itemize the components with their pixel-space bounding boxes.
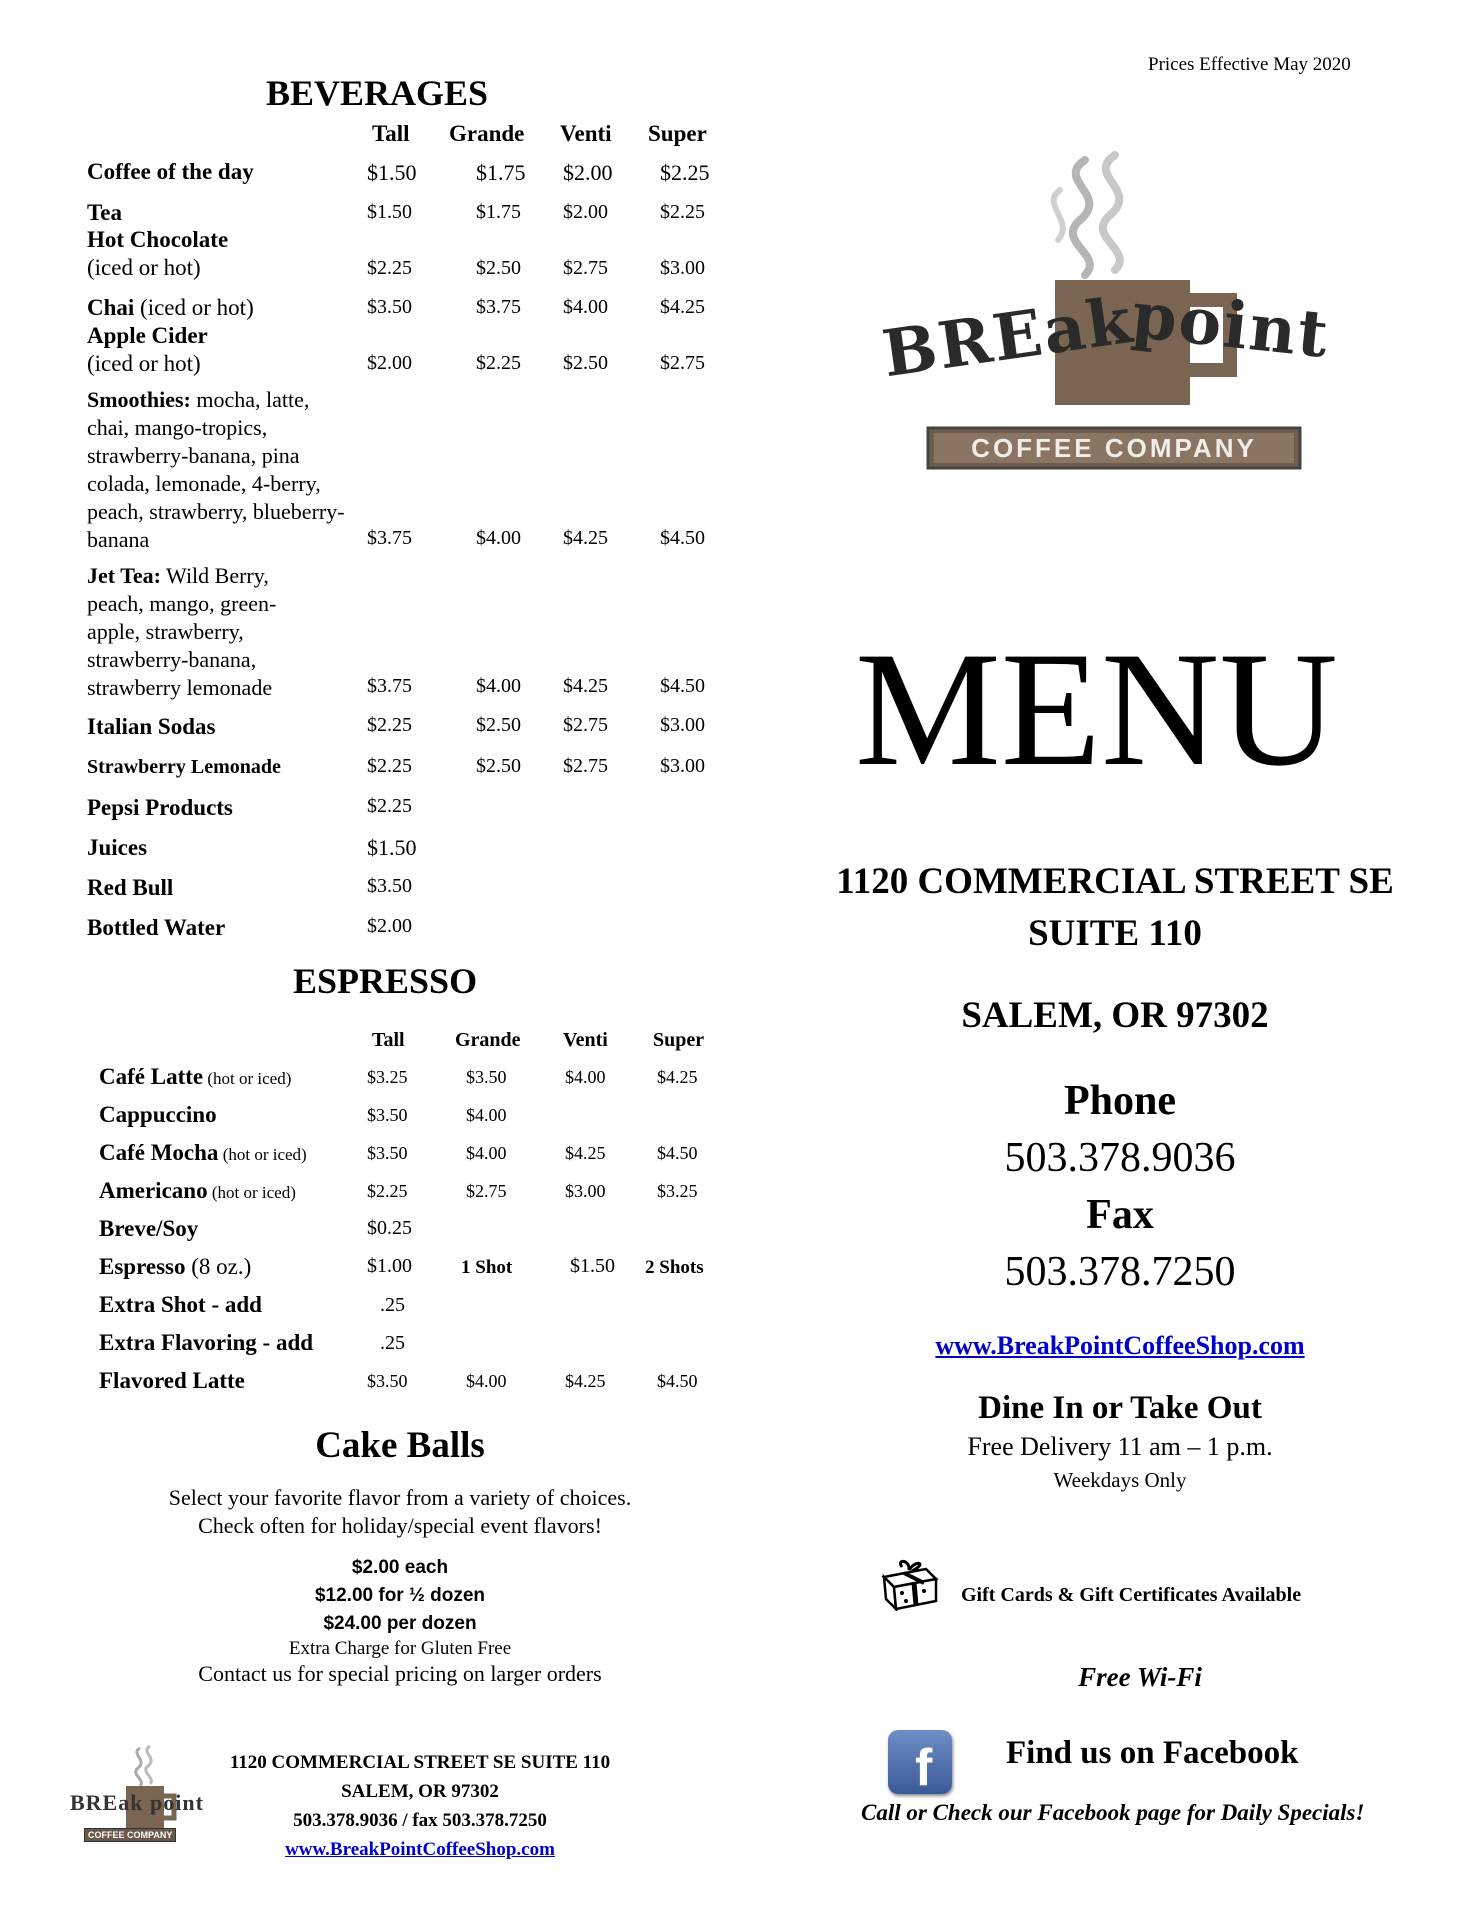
menu-price: $2.25	[660, 201, 705, 223]
menu-price: $3.00	[660, 257, 705, 279]
size-header: Venti	[560, 121, 612, 146]
menu-price: $4.25	[660, 296, 705, 318]
facebook-note: Call or Check our Facebook page for Daily Specials!	[861, 1800, 1365, 1825]
menu-price: $2.75	[563, 755, 608, 777]
cake-balls-price: $12.00 for ½ dozen	[314, 1585, 485, 1606]
menu-price: $2.75	[563, 714, 608, 736]
menu-price: $3.25	[657, 1181, 698, 1201]
menu-item-name: Extra Shot - add	[99, 1292, 262, 1317]
menu-price: $4.25	[657, 1067, 698, 1087]
cake-balls-note: Extra Charge for Gluten Free	[288, 1638, 512, 1659]
menu-price: 1 Shot	[461, 1257, 513, 1278]
phone-number: 503.378.9036	[1004, 1135, 1236, 1181]
menu-item-note: (iced or hot)	[87, 255, 201, 280]
menu-price: $2.25	[660, 160, 710, 185]
menu-item-note: (hot or iced)	[207, 1183, 296, 1202]
delivery-text: Free Delivery 11 am – 1 p.m.	[967, 1432, 1273, 1461]
menu-price: $2.00	[563, 160, 613, 185]
menu-price: $4.00	[466, 1105, 507, 1125]
menu-price: $4.50	[660, 527, 705, 549]
menu-item-name: Flavored Latte	[99, 1368, 245, 1393]
menu-price: $2.25	[367, 755, 412, 777]
menu-item-note: (iced or hot)	[134, 295, 254, 320]
menu-price: $4.00	[476, 527, 521, 549]
menu-price: $1.50	[367, 835, 417, 860]
menu-price: $3.50	[367, 875, 412, 897]
cake-balls-note: Contact us for special pricing on larger orders	[198, 1661, 602, 1686]
menu-price: $4.25	[565, 1143, 606, 1163]
brand-logo	[870, 150, 1370, 470]
footer-website-link[interactable]: www.BreakPointCoffeeShop.com	[285, 1839, 555, 1860]
website-link[interactable]: www.BreakPointCoffeeShop.com	[935, 1331, 1305, 1360]
menu-price: $2.25	[367, 795, 412, 817]
dine-in-text: Dine In or Take Out	[978, 1390, 1262, 1426]
contact-block	[800, 1073, 1440, 1301]
facebook-text: Find us on Facebook	[1006, 1735, 1299, 1771]
phone-label: Phone	[1063, 1078, 1176, 1124]
cake-balls-section	[100, 1422, 700, 1688]
service-info	[800, 1386, 1440, 1496]
cake-balls-price: $2.00 each	[351, 1557, 449, 1578]
menu-price: $2.00	[563, 201, 608, 223]
prices-effective: Prices Effective May 2020	[1148, 54, 1351, 75]
menu-price: $3.00	[660, 755, 705, 777]
size-header: Venti	[563, 1029, 608, 1051]
menu-price: $2.50	[563, 352, 608, 374]
menu-item-name: Coffee of the day	[87, 159, 254, 184]
menu-price: $3.00	[565, 1181, 606, 1201]
menu-price: $1.75	[476, 160, 526, 185]
menu-price: 2 Shots	[645, 1257, 704, 1278]
menu-price: $2.75	[466, 1181, 507, 1201]
brand-logo-sub: COFFEE COMPANY	[971, 433, 1257, 463]
menu-item-name: Italian Sodas	[87, 714, 216, 739]
menu-item-name: Extra Flavoring - add	[99, 1330, 314, 1355]
menu-price: $3.25	[367, 1067, 408, 1087]
cake-balls-title: Cake Balls	[315, 1425, 485, 1466]
menu-price: $3.50	[367, 1371, 408, 1391]
menu-price: $2.25	[367, 1181, 408, 1201]
right-address: 1120 COMMERCIAL STREET SE SUITE 110 SALEM, OR 97302	[836, 861, 1394, 1036]
fax-label: Fax	[1086, 1192, 1154, 1238]
cake-balls-text: Check often for holiday/special event flavors!	[198, 1513, 602, 1538]
menu-price: $4.00	[476, 675, 521, 697]
menu-price: $3.50	[367, 1105, 408, 1125]
menu-price: $4.50	[660, 675, 705, 697]
menu-item-note: (iced or hot)	[87, 351, 201, 376]
beverages-title: BEVERAGES	[266, 73, 489, 113]
menu-price: $4.25	[563, 675, 608, 697]
menu-item-name: Pepsi Products	[87, 795, 233, 820]
cake-balls-text: Select your favorite flavor from a variety of choices.	[168, 1485, 632, 1510]
menu-item-note: (8 oz.)	[185, 1254, 252, 1279]
menu-item-name: Juices	[87, 835, 148, 860]
menu-price: $2.00	[367, 915, 412, 937]
menu-price: $3.50	[367, 1143, 408, 1163]
menu-price: $2.25	[367, 714, 412, 736]
brand-logo-word1: BREak	[878, 282, 1138, 393]
menu-price: $2.25	[476, 352, 521, 374]
brand-logo-word2: point	[1128, 277, 1334, 374]
menu-price: $3.75	[367, 675, 412, 697]
menu-item-note: (hot or iced)	[218, 1145, 307, 1164]
menu-price: $2.00	[367, 352, 412, 374]
menu-price: $1.50	[570, 1255, 615, 1277]
menu-price: $1.00	[367, 1255, 412, 1277]
menu-item-name: Cappuccino	[99, 1102, 217, 1127]
menu-price: $4.25	[565, 1371, 606, 1391]
size-header: Super	[653, 1029, 705, 1051]
menu-price: $2.25	[367, 257, 412, 279]
menu-price: $4.00	[565, 1067, 606, 1087]
gift-text: Gift Cards & Gift Certificates Available	[961, 1584, 1302, 1606]
menu-price: $2.75	[563, 257, 608, 279]
menu-price: $3.50	[367, 296, 412, 318]
fax-number: 503.378.7250	[1004, 1249, 1236, 1295]
menu-price: .25	[380, 1294, 405, 1316]
footer-logo-text: BREak point	[70, 1790, 204, 1815]
menu-price: $2.50	[476, 714, 521, 736]
menu-item-name: Breve/Soy	[99, 1216, 199, 1241]
menu-price: $4.50	[657, 1143, 698, 1163]
menu-item-note: (hot or iced)	[203, 1069, 292, 1088]
menu-price: .25	[380, 1332, 405, 1354]
menu-item-name: Café Latte (hot or iced)	[99, 1064, 292, 1089]
menu-price: $4.50	[657, 1371, 698, 1391]
menu-price: $3.50	[466, 1067, 507, 1087]
size-header: Tall	[372, 1029, 405, 1051]
espresso-title: ESPRESSO	[293, 961, 478, 1001]
menu-price: $4.00	[466, 1143, 507, 1163]
facebook-f-glyph: f	[915, 1739, 933, 1797]
menu-price: $4.25	[563, 527, 608, 549]
facebook-icon[interactable]	[888, 1730, 952, 1797]
menu-price: $0.25	[367, 1217, 412, 1239]
menu-item-name: Americano (hot or iced)	[99, 1178, 296, 1203]
footer-logo-sub: COFFEE COMPANY	[84, 1828, 176, 1842]
menu-item-name: Bottled Water	[87, 915, 226, 940]
menu-price: $2.50	[476, 755, 521, 777]
menu-price: $3.00	[660, 714, 705, 736]
wifi-text: Free Wi-Fi	[1078, 1662, 1202, 1692]
menu-price: $4.00	[563, 296, 608, 318]
menu-item-name: Apple Cider	[87, 323, 208, 348]
website-row	[800, 1331, 1440, 1361]
cake-balls-price: $24.00 per dozen	[323, 1613, 477, 1634]
menu-price: $1.75	[476, 201, 521, 223]
menu-item-desc: Wild Berry, peach, mango, green-apple, strawberry, strawberry-banana, strawberry lemonade	[87, 563, 277, 700]
menu-price: $2.75	[660, 352, 705, 374]
size-header: Grande	[449, 121, 525, 146]
size-header: Super	[648, 121, 707, 146]
menu-price: $3.75	[476, 296, 521, 318]
menu-price: $2.50	[476, 257, 521, 279]
menu-item-name: Café Mocha (hot or iced)	[99, 1140, 307, 1165]
size-header: Grande	[455, 1029, 521, 1051]
menu-item-name: Tea	[87, 200, 122, 225]
menu-item-name: Red Bull	[87, 875, 174, 900]
menu-heading: MENU	[855, 619, 1338, 800]
menu-item-smoothies: Smoothies: mocha, latte, chai, mango-tropics, strawberry-banana, pina colada, lemonade, 4-berry, peach, strawberry, blueberry-banana	[87, 387, 345, 552]
size-header: Tall	[372, 121, 410, 146]
menu-item-name: Chai (iced or hot)	[87, 295, 254, 320]
footer-address: 1120 COMMERCIAL STREET SE SUITE 110 SALEM, OR 97302 503.378.9036 / fax 503.378.7250 www.BreakPointCoffeeShop.com	[229, 1752, 611, 1860]
menu-price: $4.00	[466, 1371, 507, 1391]
weekdays-text: Weekdays Only	[1053, 1468, 1187, 1492]
menu-price: $3.75	[367, 527, 412, 549]
menu-price: $1.50	[367, 160, 417, 185]
menu-item-name: Hot Chocolate	[87, 227, 229, 252]
menu-item-name: Espresso (8 oz.)	[99, 1254, 252, 1279]
menu-price: $1.50	[367, 201, 412, 223]
gift-icon	[876, 1557, 942, 1611]
menu-item-desc: mocha, latte, chai, mango-tropics, strawberry-banana, pina colada, lemonade, 4-berry, peach, strawberry, blueberry-banana	[87, 387, 345, 552]
menu-item-jet-tea: Jet Tea: Wild Berry, peach, mango, green-apple, strawberry, strawberry-banana, strawberry lemonade	[87, 563, 277, 700]
menu-item-name: Strawberry Lemonade	[87, 756, 281, 778]
